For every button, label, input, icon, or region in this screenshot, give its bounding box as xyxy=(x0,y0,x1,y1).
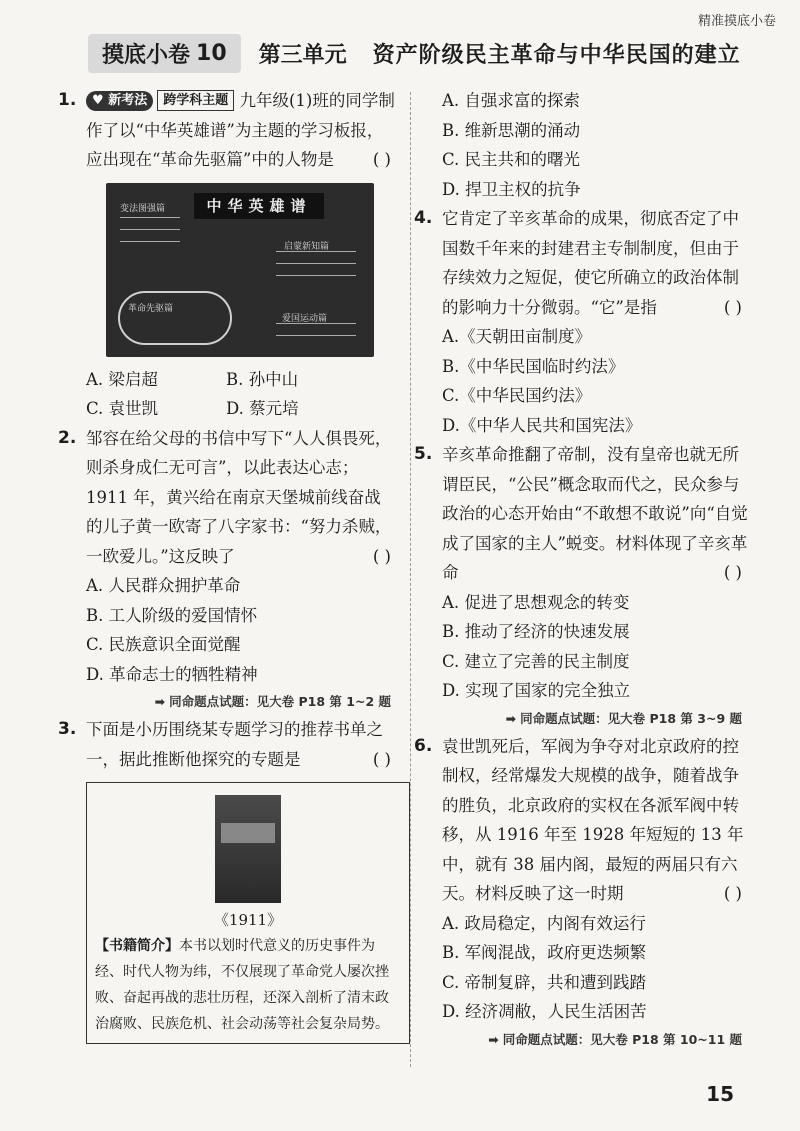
arrow-icon: ➡ xyxy=(488,1031,499,1047)
option-b[interactable]: B. 工人阶级的爱国情怀 xyxy=(86,605,258,625)
question-1 xyxy=(58,86,397,424)
arrow-icon: ➡ xyxy=(154,694,166,709)
option-d[interactable]: D. 经济凋敝，人民生活困苦 xyxy=(442,1002,647,1021)
unit-title: 资产阶级民主革命与中华民国的建立 xyxy=(372,43,741,68)
theme-badge: 跨学科主题 xyxy=(157,90,234,111)
answer-bracket: ( ) xyxy=(723,884,742,903)
option-c[interactable]: C. 袁世凯 xyxy=(86,399,159,418)
option-c[interactable]: C. 帝制复辟，共和遭到践踏 xyxy=(442,972,647,992)
right-column xyxy=(414,86,748,1053)
reference-note: ➡ 同命题点试题：见大卷 P18 第 3~9 题 xyxy=(418,706,742,732)
option-c[interactable]: C. 建立了完善的民主制度 xyxy=(442,651,630,671)
option-c[interactable]: C. 民主共和的曙光 xyxy=(442,150,581,169)
reference-note: ➡ 同命题点试题：见大卷 P18 第 10~11 题 xyxy=(418,1027,742,1053)
option-b[interactable]: B. 军阀混战，政府更迭频繁 xyxy=(442,943,647,962)
option-a[interactable]: A. 自强求富的探索 xyxy=(442,91,580,110)
question-2 xyxy=(58,424,397,716)
option-a[interactable]: A. 政局稳定，内阁有效运行 xyxy=(442,913,646,933)
option-b[interactable]: B. 孙中山 xyxy=(226,369,299,389)
options-row xyxy=(62,394,397,424)
unit-label: 第三单元 xyxy=(258,43,347,68)
option-d[interactable]: D. 蔡元培 xyxy=(226,399,299,418)
option-b[interactable]: B. 推动了经济的快速发展 xyxy=(442,622,630,641)
options-row xyxy=(62,365,397,395)
book-cover-image xyxy=(215,795,281,903)
question-text: 袁世凯死后，军阀为争夺对北京政府的控制权，经常爆发大规模的战争，随着战争的胜负，北京政府的实权在各派军阀中转移，从 1916 年至 1928 年短短的 13 年中，就有 38 届内阁，最短的两届只有六天。材料反映了这一时期 xyxy=(442,736,744,903)
reference-note: ➡ 同命题点试题：见大卷 P18 第 1~2 题 xyxy=(62,689,391,715)
question-text: 下面是小历围绕某专题学习的推荐书单之一，据此推断他探究的专题是 xyxy=(86,720,383,769)
answer-bracket: ( ) xyxy=(723,297,742,317)
option-b[interactable]: B. 维新思潮的涌动 xyxy=(442,120,581,140)
quiz-tag-label: 摸底小卷 xyxy=(102,43,191,68)
board-label-patriotic: 爱国运动篇 xyxy=(282,313,328,324)
question-3 xyxy=(58,715,397,1044)
unit-banner xyxy=(88,34,741,73)
arrow-icon: ➡ xyxy=(505,710,517,726)
answer-bracket: ( ) xyxy=(372,150,391,169)
option-c[interactable]: C.《中华民国约法》 xyxy=(442,386,592,405)
option-c[interactable]: C. 民族意识全面觉醒 xyxy=(86,635,241,654)
question-text: 九年级(1)班的同学制作了以“中华英雄谱”为主题的学习板报，应出现在“革命先驱篇”中的人物是 xyxy=(86,91,395,169)
option-a[interactable]: A. 促进了思想观念的转变 xyxy=(442,592,630,612)
question-text: 邹容在给父母的书信中写下“人人俱畏死，则杀身成仁无可言”，以此表达心志；1911 年，黄兴给在南京天堡城前线奋战的儿子黄一欧寄了八字家书：“努力杀贼，一欧爱儿。”这反映了 xyxy=(86,428,392,566)
option-d[interactable]: D. 革命志士的牺牲精神 xyxy=(86,664,258,684)
question-text: 它肯定了辛亥革命的成果，彻底否定了中国数千年来的封建君主专制制度，但由于存续效力之短促，使它所确立的政治体制的影响力十分微弱。“它”是指 xyxy=(442,209,739,317)
question-4 xyxy=(414,204,748,440)
book-intro xyxy=(95,933,401,1037)
option-d[interactable]: D. 捍卫主权的抗争 xyxy=(442,179,581,199)
answer-bracket: ( ) xyxy=(372,749,391,769)
question-number: 6. xyxy=(414,735,433,756)
option-a[interactable]: A. 梁启超 xyxy=(86,369,158,389)
quiz-tag xyxy=(88,34,241,73)
question-6 xyxy=(414,732,748,1053)
book-intro-heading: 【书籍简介】 xyxy=(95,938,179,954)
question-5 xyxy=(414,440,748,732)
question-number: 1. xyxy=(58,90,77,110)
board-label-reform: 变法图强篇 xyxy=(120,203,166,214)
question-3-options xyxy=(418,86,748,204)
question-number: 5. xyxy=(414,444,433,464)
page-number: 15 xyxy=(706,1082,734,1106)
option-b[interactable]: B.《中华民国临时约法》 xyxy=(442,356,625,376)
board-label-pioneers: 革命先驱篇 xyxy=(128,303,174,314)
column-divider xyxy=(410,92,411,1067)
book-title: 《1911》 xyxy=(213,911,283,929)
option-a[interactable]: A.《天朝田亩制度》 xyxy=(442,327,592,346)
option-d[interactable]: D. 实现了国家的完全独立 xyxy=(442,681,631,700)
question-text: 辛亥革命推翻了帝制，没有皇帝也就无所谓臣民，“公民”概念取而代之，民众参与政治的心态开始由“不敢想不敢说”向“自觉成了国家的主人”蜕变。材料体现了辛亥革命 xyxy=(442,445,748,582)
book-list-box xyxy=(86,782,410,1044)
option-d[interactable]: D.《中华人民共和国宪法》 xyxy=(442,415,642,435)
question-number: 4. xyxy=(414,208,433,228)
answer-bracket: ( ) xyxy=(723,563,742,582)
book-intro-text: 本书以划时代意义的历史事件为经、时代人物为纬，不仅展现了革命党人屡次挫败、奋起再战的悲壮历程，还深入剖析了清末政治腐败、民族危机、社会动荡等社会复杂局势。 xyxy=(95,938,389,1032)
answer-bracket: ( ) xyxy=(372,546,391,566)
series-label: 精准摸底小卷 xyxy=(697,14,776,29)
option-a[interactable]: A. 人民群众拥护革命 xyxy=(86,576,241,595)
board-label-enlighten: 启蒙新知篇 xyxy=(284,241,330,252)
board-heading: 中华英雄谱 xyxy=(194,193,324,219)
left-column xyxy=(58,86,397,1044)
blackboard-image xyxy=(106,183,374,357)
new-method-badge: ♥ 新考法 xyxy=(86,91,153,111)
question-number: 3. xyxy=(58,719,77,739)
quiz-tag-number: 10 xyxy=(196,41,227,66)
question-number: 2. xyxy=(58,427,77,448)
